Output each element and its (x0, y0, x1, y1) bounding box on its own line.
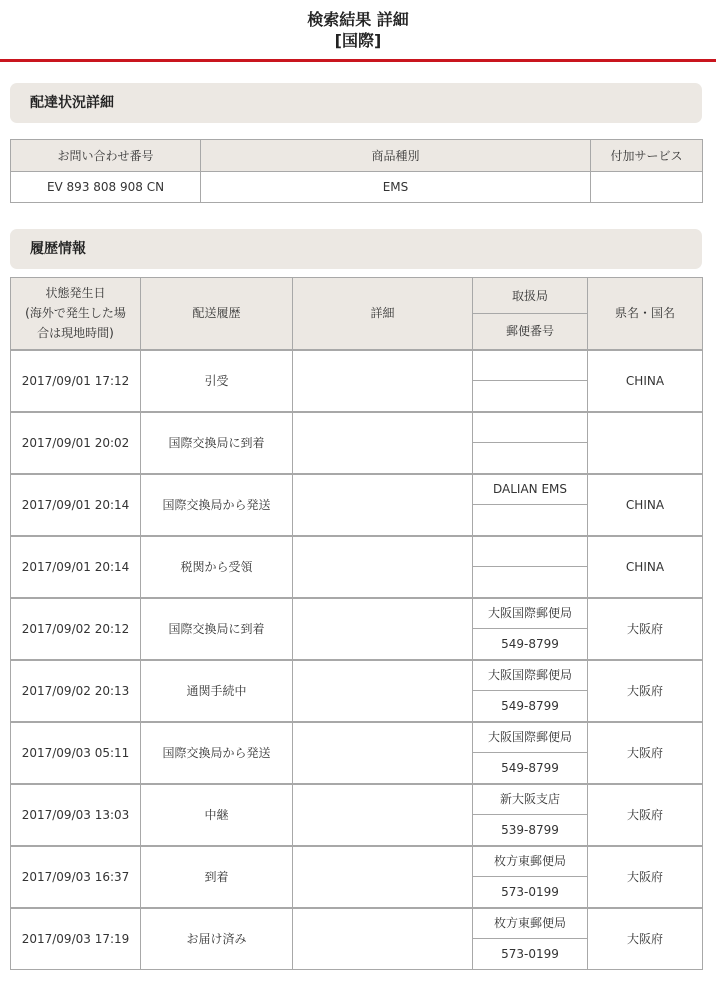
history-details-cell (293, 474, 473, 536)
history-details-cell (293, 660, 473, 722)
history-office-cell: 枚方東郵便局 (473, 846, 588, 877)
product-type-cell: EMS (201, 172, 591, 203)
history-postal-code-cell (473, 443, 588, 474)
history-datetime-cell: 2017/09/01 20:14 (11, 474, 141, 536)
history-postal-code-cell: 573-0199 (473, 877, 588, 908)
table-row (11, 350, 703, 381)
history-table-body (11, 350, 703, 970)
history-datetime-cell: 2017/09/03 16:37 (11, 846, 141, 908)
page-header (0, 0, 716, 62)
history-details-cell (293, 598, 473, 660)
history-details-cell (293, 784, 473, 846)
table-header-row (11, 278, 703, 314)
history-details-cell (293, 350, 473, 412)
column-header-date-line2: (海外で発生した場 (25, 306, 126, 321)
table-row (11, 474, 703, 505)
history-postal-code-cell (473, 381, 588, 412)
history-office-cell (473, 412, 588, 443)
history-postal-code-cell: 549-8799 (473, 629, 588, 660)
history-event-cell: 国際交換局に到着 (141, 412, 293, 474)
history-postal-code-cell: 573-0199 (473, 939, 588, 970)
history-postal-code-cell (473, 567, 588, 598)
history-datetime-cell: 2017/09/03 17:19 (11, 908, 141, 970)
history-region-cell: 大阪府 (588, 846, 703, 908)
history-section-title: 履歴情報 (30, 241, 86, 257)
history-event-cell: 国際交換局から発送 (141, 722, 293, 784)
history-office-cell: DALIAN EMS (473, 474, 588, 505)
column-header-history: 配送履歴 (141, 278, 293, 350)
history-office-cell: 新大阪支店 (473, 784, 588, 815)
table-row (11, 846, 703, 877)
column-header-product-type: 商品種別 (201, 140, 591, 172)
column-header-region: 県名・国名 (588, 278, 703, 350)
column-header-details: 詳細 (293, 278, 473, 350)
table-row (11, 784, 703, 815)
history-event-cell: 引受 (141, 350, 293, 412)
history-region-cell: CHINA (588, 536, 703, 598)
history-office-cell: 大阪国際郵便局 (473, 598, 588, 629)
history-details-cell (293, 908, 473, 970)
history-region-cell: 大阪府 (588, 908, 703, 970)
table-row (11, 722, 703, 753)
column-header-date (11, 278, 141, 350)
delivery-status-table (10, 139, 703, 203)
history-event-cell: お届け済み (141, 908, 293, 970)
history-office-cell (473, 350, 588, 381)
history-datetime-cell: 2017/09/02 20:13 (11, 660, 141, 722)
history-postal-code-cell (473, 505, 588, 536)
column-header-office: 取扱局 (473, 278, 588, 314)
table-header-row (11, 140, 703, 172)
page-subtitle: [国際] (334, 31, 382, 50)
history-datetime-cell: 2017/09/03 05:11 (11, 722, 141, 784)
table-row (11, 908, 703, 939)
history-details-cell (293, 722, 473, 784)
table-row (11, 598, 703, 629)
history-table (10, 277, 703, 970)
history-event-cell: 到着 (141, 846, 293, 908)
page-title: 検索結果 詳細 (307, 10, 409, 29)
history-details-cell (293, 412, 473, 474)
history-office-cell: 枚方東郵便局 (473, 908, 588, 939)
history-datetime-cell: 2017/09/02 20:12 (11, 598, 141, 660)
history-event-cell: 国際交換局から発送 (141, 474, 293, 536)
column-header-date-line3: 合は現地時間) (37, 326, 114, 341)
table-row (11, 660, 703, 691)
history-office-cell: 大阪国際郵便局 (473, 722, 588, 753)
table-row (11, 536, 703, 567)
history-region-cell: CHINA (588, 350, 703, 412)
column-header-date-line1: 状態発生日 (45, 286, 106, 301)
tracking-number-cell: EV 893 808 908 CN (11, 172, 201, 203)
history-details-cell (293, 846, 473, 908)
history-details-cell (293, 536, 473, 598)
history-region-cell: CHINA (588, 474, 703, 536)
table-row (11, 412, 703, 443)
history-datetime-cell: 2017/09/01 20:14 (11, 536, 141, 598)
history-office-cell: 大阪国際郵便局 (473, 660, 588, 691)
history-region-cell: 大阪府 (588, 784, 703, 846)
delivery-status-section-title: 配達状況詳細 (30, 95, 114, 111)
history-datetime-cell: 2017/09/01 17:12 (11, 350, 141, 412)
column-header-postal-code: 郵便番号 (473, 314, 588, 350)
history-event-cell: 税関から受領 (141, 536, 293, 598)
history-event-cell: 通関手続中 (141, 660, 293, 722)
column-header-additional-service: 付加サービス (591, 140, 703, 172)
history-postal-code-cell: 549-8799 (473, 753, 588, 784)
history-section-header (10, 229, 702, 269)
history-region-cell: 大阪府 (588, 660, 703, 722)
additional-service-cell (591, 172, 703, 203)
history-region-cell: 大阪府 (588, 598, 703, 660)
history-event-cell: 国際交換局に到着 (141, 598, 293, 660)
history-office-cell (473, 536, 588, 567)
history-postal-code-cell: 549-8799 (473, 691, 588, 722)
delivery-status-section-header (10, 83, 702, 123)
history-datetime-cell: 2017/09/03 13:03 (11, 784, 141, 846)
table-row (11, 172, 703, 203)
history-region-cell (588, 412, 703, 474)
history-event-cell: 中継 (141, 784, 293, 846)
history-region-cell: 大阪府 (588, 722, 703, 784)
history-postal-code-cell: 539-8799 (473, 815, 588, 846)
column-header-tracking-number: お問い合わせ番号 (11, 140, 201, 172)
history-datetime-cell: 2017/09/01 20:02 (11, 412, 141, 474)
